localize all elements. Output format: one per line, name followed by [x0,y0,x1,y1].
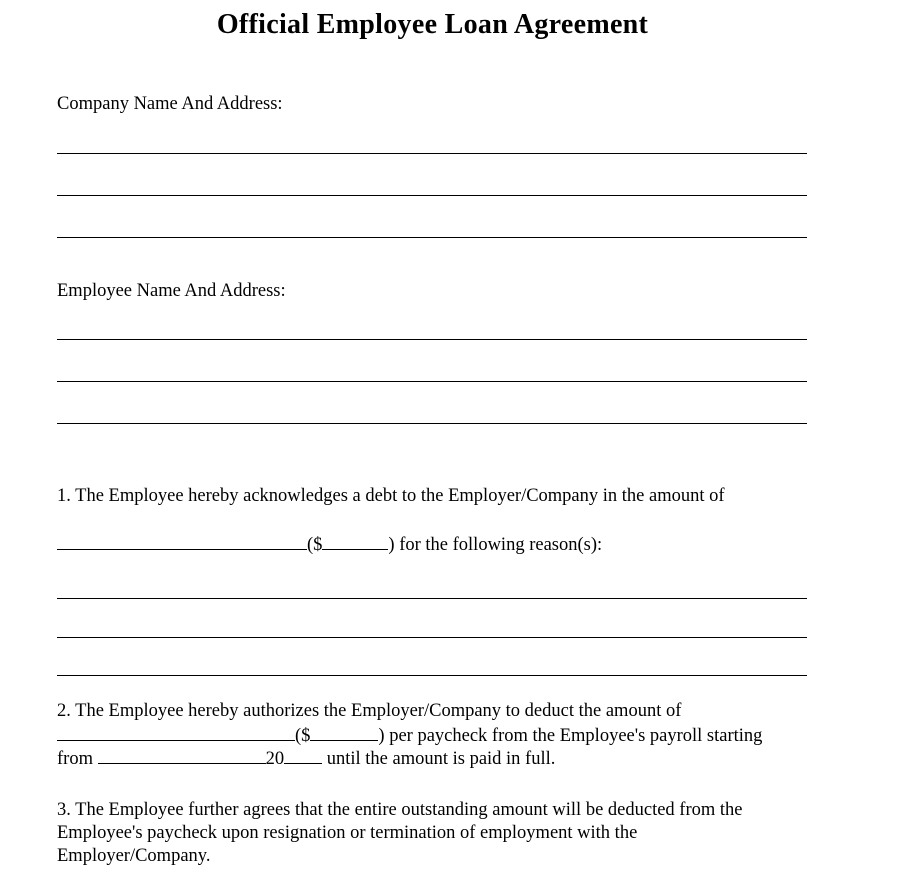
clause-3-line-2: Employee's paycheck upon resignation or termination of employment with the [57,823,638,843]
employee-address-line-3[interactable] [57,423,807,424]
clause-1-amount-line [57,532,602,557]
company-address-line-1[interactable] [57,153,807,154]
employee-name-address-label: Employee Name And Address: [57,281,286,301]
company-address-line-3[interactable] [57,237,807,238]
deduction-amount-dollar-blank[interactable] [310,723,378,741]
employee-address-line-1[interactable] [57,339,807,340]
clause-2-from: from [57,749,93,769]
clause-2-year-prefix: 20 [265,749,285,769]
reason-line-2[interactable] [57,637,807,638]
reason-line-1[interactable] [57,598,807,599]
clause-3-line-1: 3. The Employee further agrees that the entire outstanding amount will be deducted from the [57,800,743,820]
document-title: Official Employee Loan Agreement [216,9,649,40]
company-name-address-label: Company Name And Address: [57,94,283,114]
debt-amount-words-blank[interactable] [57,532,307,550]
clause-1-dollar-open: ($ [307,535,323,555]
reason-line-3[interactable] [57,675,807,676]
start-date-blank[interactable] [98,746,266,764]
deduction-amount-words-blank[interactable] [57,723,295,741]
clause-2-line-2 [57,723,762,748]
clause-2-per-paycheck: ) per paycheck from the Employee's payroll starting [378,726,763,746]
clause-2-until: until the amount is paid in full. [326,749,556,769]
clause-1-reason-text: ) for the following reason(s): [388,535,603,555]
clause-2-line-3 [57,746,555,771]
start-year-blank[interactable] [284,746,322,764]
clause-3-line-3: Employer/Company. [57,846,211,866]
clause-2-dollar-open: ($ [295,726,311,746]
clause-2-line-1: 2. The Employee hereby authorizes the Employer/Company to deduct the amount of [57,701,682,721]
company-address-line-2[interactable] [57,195,807,196]
clause-1-line-1: 1. The Employee hereby acknowledges a debt to the Employer/Company in the amount of [57,486,725,506]
employee-address-line-2[interactable] [57,381,807,382]
debt-amount-dollar-blank[interactable] [322,532,388,550]
